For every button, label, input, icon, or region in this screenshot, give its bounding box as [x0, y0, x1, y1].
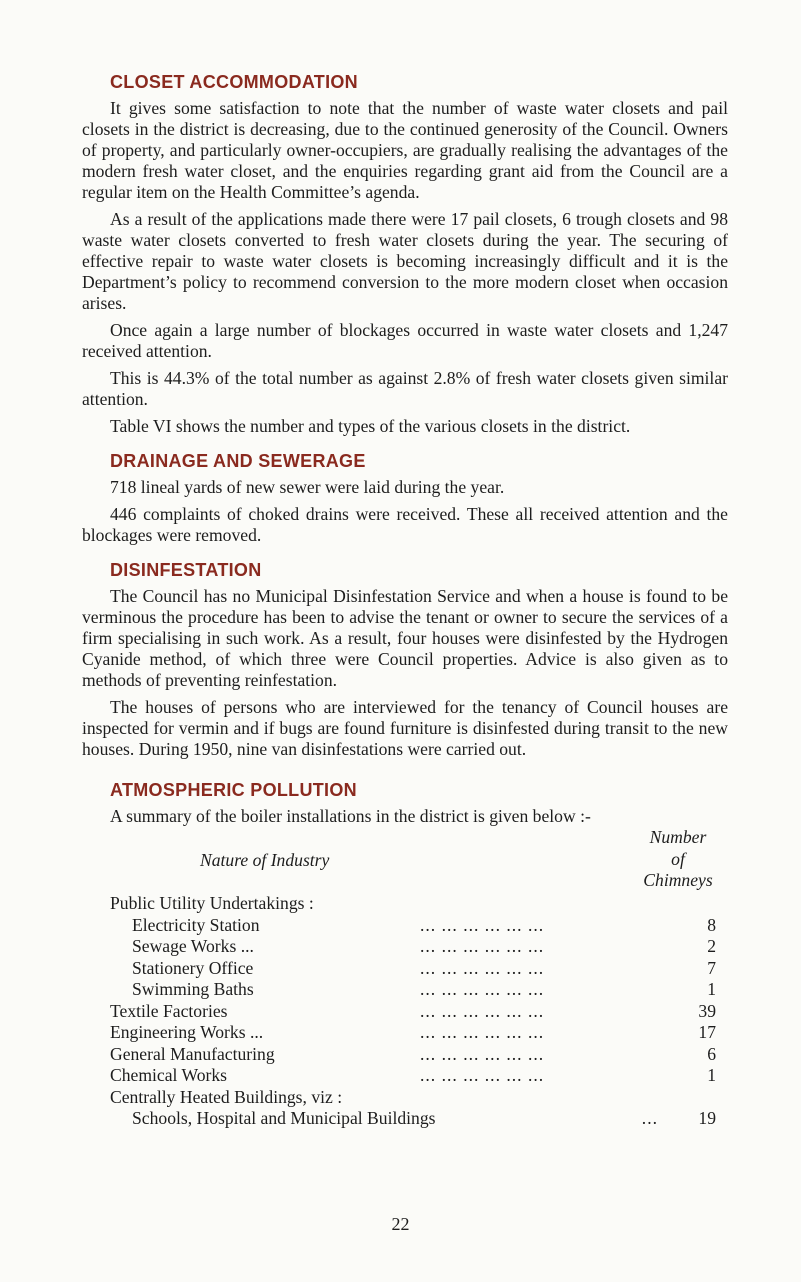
section-heading: DISINFESTATION [110, 560, 262, 580]
section-disinfestation [82, 558, 728, 760]
leader-dots: ... ... ... ... ... ... [420, 1022, 545, 1042]
paragraph: The houses of persons who are interviewed for the tenancy of Council houses are inspected for vermin and if bugs are found furniture is disinfested during transit to the new houses. During 1950, nine van disinfestations were carried out. [82, 697, 728, 759]
section-atmospheric-pollution [82, 778, 728, 1130]
row-value: 2 [707, 936, 716, 956]
paragraph: This is 44.3% of the total number as against 2.8% of fresh water closets given similar attention. [82, 368, 728, 409]
section-heading: DRAINAGE AND SEWERAGE [110, 451, 366, 471]
row-label: Engineering Works ... [110, 1022, 264, 1042]
leader-dots: ... ... ... ... ... ... [420, 979, 545, 999]
row-label: Schools, Hospital and Municipal Buildings [132, 1108, 436, 1128]
section-closet-accommodation [82, 70, 728, 437]
row-value: 8 [707, 914, 716, 935]
row-value: 7 [707, 957, 716, 978]
row-label: Public Utility Undertakings : [110, 893, 314, 913]
column-header-line: Number [649, 827, 707, 847]
paragraph: Once again a large number of blockages occurred in waste water closets and 1,247 received attention. [82, 320, 728, 361]
boiler-installations-table [110, 827, 728, 1130]
section-heading: CLOSET ACCOMMODATION [110, 72, 358, 92]
row-value: 6 [707, 1043, 716, 1064]
paragraph: 718 lineal yards of new sewer were laid during the year. [110, 477, 505, 497]
table-header [110, 827, 728, 893]
column-header-line: Chimneys [643, 870, 713, 890]
section-heading: ATMOSPHERIC POLLUTION [110, 780, 357, 800]
table-intro: A summary of the boiler installations in the district is given below :- [110, 806, 591, 826]
row-label: Sewage Works ... [132, 936, 254, 956]
leader-dots: ... ... ... ... ... ... [420, 1065, 545, 1085]
table-row [110, 1001, 728, 1023]
row-label: Textile Factories [110, 1000, 228, 1021]
leader-dots: ... ... ... ... ... ... [420, 957, 545, 978]
row-label: Stationery Office [132, 957, 254, 978]
row-value: 1 [707, 1065, 716, 1085]
row-label: Swimming Baths [132, 979, 254, 999]
table-row [110, 979, 728, 1001]
column-header-number [628, 827, 728, 892]
table-row [110, 936, 728, 958]
table-row [110, 893, 728, 915]
leader-dots: ... ... ... ... ... ... [420, 1000, 545, 1021]
row-label: Chemical Works [110, 1065, 227, 1085]
row-label: General Manufacturing [110, 1043, 275, 1064]
column-header-nature: Nature of Industry [200, 850, 330, 870]
paragraph: It gives some satisfaction to note that the number of waste water closets and pail closets in the district is decreasing, due to the continued generosity of the Council. Owners of property, and particularly owner-occupiers, are gradually realising the advantages of the modern fresh water closet, and the enquiries regarding grant aid from the Council are a regular item on the Health Committee’s agenda. [82, 98, 728, 202]
table-row [110, 1087, 728, 1109]
table-row [110, 915, 728, 937]
row-value: 17 [698, 1022, 716, 1042]
leader-dots: ... [641, 1108, 658, 1128]
section-drainage-sewerage [82, 449, 728, 546]
table-row [110, 1022, 728, 1044]
paragraph: Table VI shows the number and types of the various closets in the district. [110, 416, 631, 436]
column-header-line: of [671, 848, 685, 869]
table-row [110, 1065, 728, 1087]
leader-dots: ... ... ... ... ... ... [420, 914, 545, 935]
row-label: Electricity Station [132, 914, 260, 935]
paragraph: The Council has no Municipal Disinfestation Service and when a house is found to be verminous the procedure has been to advise the tenant or owner to secure the services of a firm specialising in such work. As a result, four houses were disinfested by the Hydrogen Cyanide method, of which three were Council properties. Advice is also given as to methods of preventing reinfestation. [82, 586, 728, 690]
row-label: Centrally Heated Buildings, viz : [110, 1086, 343, 1107]
paragraph: As a result of the applications made there were 17 pail closets, 6 trough closets and 98 waste water closets converted to fresh water closets during the year. The securing of effective repair to waste water closets is becoming increasingly difficult and it is the Department’s policy to recommend conversion to the more modern closet when occasion arises. [82, 209, 728, 313]
row-value: 1 [707, 979, 716, 999]
table-row [110, 1044, 728, 1066]
leader-dots: ... ... ... ... ... ... [420, 936, 545, 956]
row-value: 19 [698, 1108, 716, 1128]
table-row [110, 1108, 728, 1130]
page-content [82, 70, 728, 1130]
table-row [110, 958, 728, 980]
page-number: 22 [391, 1214, 410, 1234]
leader-dots: ... ... ... ... ... ... [420, 1043, 545, 1064]
paragraph: 446 complaints of choked drains were received. These all received attention and the blockages were removed. [82, 504, 728, 545]
row-value: 39 [698, 1000, 716, 1021]
